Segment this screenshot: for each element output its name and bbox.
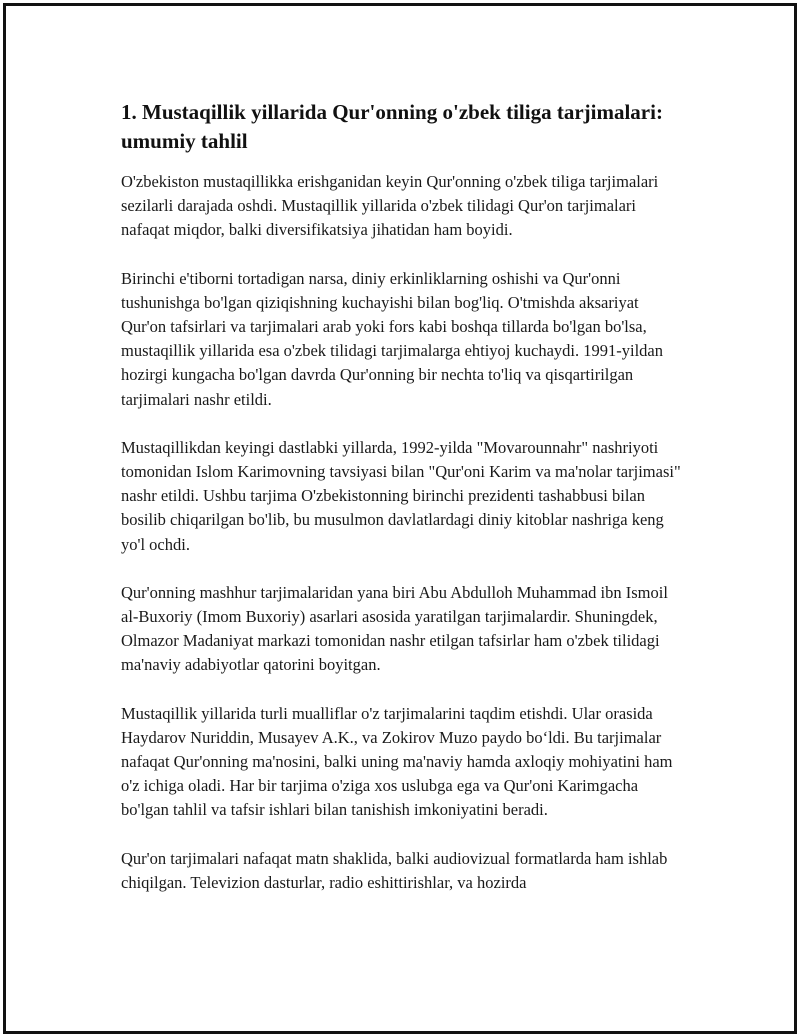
paragraph-2: Birinchi e'tiborni tortadigan narsa, diniy erkinliklarning oshishi va Qur'onni tushunishga bo'lgan qiziqishning kuchayishi bilan bog'liq. O'tmishda aksariyat Qur'on tafsirlari va tarjimalari arab yoki fors kabi boshqa tillarda bo'lgan bo'lsa, mustaqillik yillarida esa o'zbek tilidagi tarjimalarga ehtiyoj kuchaydi. 1991-yildan hozirgi kungacha bo'lgan davrda Qur'onning bir nechta to'liq va qisqartirilgan tarjimalari nashr etildi.	[121, 268, 663, 409]
paragraph-5: Mustaqillik yillarida turli mualliflar o'z tarjimalarini taqdim etishdi. Ular orasida Haydarov Nuriddin, Musayev A.K., va Zokirov Muzo paydo bo‘ldi. Bu tarjimalar nafaqat Qur'onning ma'nosini, balki uning ma'naviy hamda axloqiy mohiyatini ham o'z ichiga oladi. Har bir tarjima o'ziga xos uslubga ega va Qur'oni Karimgacha bo'lgan tahlil va tafsir ishlari bilan tanishish imkoniyatini beradi.	[121, 703, 673, 820]
page-frame	[3, 3, 797, 1034]
paragraph-1: O'zbekiston mustaqillikka erishganidan keyin Qur'onning o'zbek tiliga tarjimalari sezilarli darajada oshdi. Mustaqillik yillarida o'zbek tilidagi Qur'on tarjimalari nafaqat miqdor, balki diversifikatsiya jihatidan ham boyidi.	[121, 172, 659, 240]
document-body	[121, 98, 686, 919]
paragraph-3: Mustaqillikdan keyingi dastlabki yillarda, 1992-yilda "Movarounnahr" nashriyoti tomonidan Islom Karimovning tavsiyasi bilan "Qur'oni Karim va ma'nolar tarjimasi" nashr etildi. Ushbu tarjima O'zbekistonning birinchi prezidenti tashabbusi bilan bosilib chiqarilgan bo'lib, bu musulmon davlatlardagi diniy kitoblar nashriga keng yo'l ochdi.	[121, 437, 681, 554]
paragraph-4: Qur'onning mashhur tarjimalaridan yana biri Abu Abdulloh Muhammad ibn Ismoil al-Buxoriy (Imom Buxoriy) asarlari asosida yaratilgan tarjimalardir. Shuningdek, Olmazor Madaniyat markazi tomonidan nashr etilgan tafsirlar ham o'zbek tilidagi ma'naviy adabiyotlar qatorini boyitgan.	[121, 582, 668, 675]
paragraph-6: Qur'on tarjimalari nafaqat matn shaklida, balki audiovizual formatlarda ham ishlab chiqilgan. Televizion dasturlar, radio eshittirishlar, va hozirda	[121, 848, 668, 892]
section-heading: 1. Mustaqillik yillarida Qur'onning o'zbek tiliga tarjimalari: umumiy tahlil	[121, 100, 663, 153]
